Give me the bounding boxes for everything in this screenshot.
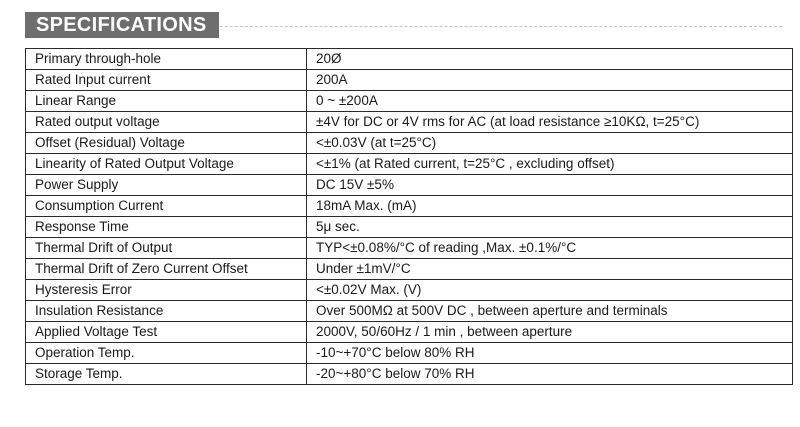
spec-value-cell: -20~+80°C below 70% RH (307, 364, 793, 385)
table-row (26, 70, 793, 91)
table-row (26, 259, 793, 280)
table-row (26, 91, 793, 112)
spec-parameter-cell: Linear Range (26, 91, 307, 112)
spec-value-cell: Over 500MΩ at 500V DC , between aperture and terminals (307, 301, 793, 322)
spec-parameter-cell: Operation Temp. (26, 343, 307, 364)
table-row (26, 154, 793, 175)
spec-value-cell: DC 15V ±5% (307, 175, 793, 196)
table-row (26, 49, 793, 70)
spec-value-cell: <±0.02V Max. (V) (307, 280, 793, 301)
table-row (26, 133, 793, 154)
table-row (26, 112, 793, 133)
spec-parameter-cell: Storage Temp. (26, 364, 307, 385)
spec-parameter-cell: Insulation Resistance (26, 301, 307, 322)
table-row (26, 217, 793, 238)
table-row (26, 175, 793, 196)
spec-value-cell: 2000V, 50/60Hz / 1 min , between aperture (307, 322, 793, 343)
spec-value-cell: 5μ sec. (307, 217, 793, 238)
table-row (26, 364, 793, 385)
spec-parameter-cell: Thermal Drift of Zero Current Offset (26, 259, 307, 280)
spec-parameter-cell: Consumption Current (26, 196, 307, 217)
specifications-table-body (26, 49, 793, 385)
spec-value-cell: 18mA Max. (mA) (307, 196, 793, 217)
spec-parameter-cell: Hysteresis Error (26, 280, 307, 301)
specifications-table (25, 48, 793, 385)
spec-value-cell: <±1% (at Rated current, t=25°C , excluding offset) (307, 154, 793, 175)
spec-value-cell: TYP<±0.08%/°C of reading ,Max. ±0.1%/°C (307, 238, 793, 259)
table-row (26, 238, 793, 259)
spec-value-cell: <±0.03V (at t=25°C) (307, 133, 793, 154)
spec-parameter-cell: Primary through-hole (26, 49, 307, 70)
spec-value-cell: 0 ~ ±200A (307, 91, 793, 112)
spec-value-cell: Under ±1mV/°C (307, 259, 793, 280)
spec-parameter-cell: Linearity of Rated Output Voltage (26, 154, 307, 175)
spec-value-cell: -10~+70°C below 80% RH (307, 343, 793, 364)
spec-value-cell: 20Ø (307, 49, 793, 70)
spec-parameter-cell: Offset (Residual) Voltage (26, 133, 307, 154)
spec-parameter-cell: Applied Voltage Test (26, 322, 307, 343)
table-row (26, 301, 793, 322)
table-row (26, 196, 793, 217)
spec-parameter-cell: Response Time (26, 217, 307, 238)
spec-value-cell: ±4V for DC or 4V rms for AC (at load resistance ≥10KΩ, t=25°C) (307, 112, 793, 133)
table-row (26, 322, 793, 343)
spec-parameter-cell: Rated output voltage (26, 112, 307, 133)
spec-value-cell: 200A (307, 70, 793, 91)
section-title: SPECIFICATIONS (25, 12, 219, 38)
spec-parameter-cell: Thermal Drift of Output (26, 238, 307, 259)
spec-parameter-cell: Rated Input current (26, 70, 307, 91)
section-header (25, 12, 782, 38)
table-row (26, 343, 793, 364)
spec-parameter-cell: Power Supply (26, 175, 307, 196)
table-row (26, 280, 793, 301)
